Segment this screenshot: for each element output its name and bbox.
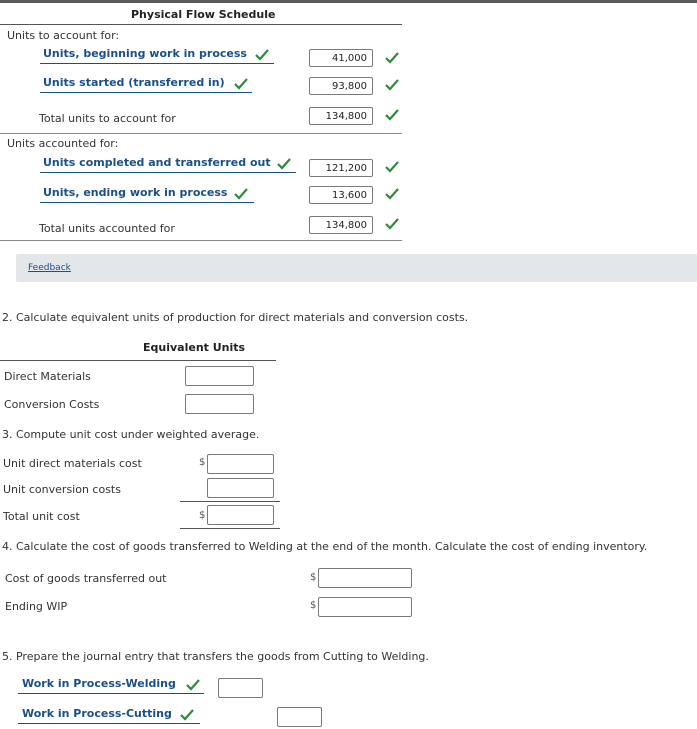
total-accounted-label: Total units accounted for xyxy=(39,222,175,235)
check-icon xyxy=(180,709,194,721)
check-icon xyxy=(385,218,399,230)
cc-label: Conversion Costs xyxy=(4,398,100,411)
total-unit-cost-input[interactable] xyxy=(207,505,274,525)
feedback-bar xyxy=(16,254,697,282)
check-icon xyxy=(277,158,291,170)
cc-equivalent-input[interactable] xyxy=(185,394,254,414)
q2-header-rule xyxy=(0,360,276,361)
dollar-sign: $ xyxy=(310,572,317,583)
q3-prompt: 3. Compute unit cost under weighted average. xyxy=(2,428,260,441)
check-icon xyxy=(186,679,200,691)
debit-amount-input[interactable] xyxy=(218,678,263,698)
dollar-sign: $ xyxy=(199,510,206,521)
credit-underline xyxy=(18,723,200,724)
completed-underline xyxy=(40,172,296,173)
check-icon xyxy=(234,188,248,200)
accounted-heading: Units accounted for: xyxy=(7,137,119,150)
credit-amount-input[interactable] xyxy=(277,707,322,727)
ending-wip-cost-input[interactable] xyxy=(318,597,412,617)
dm-cost-label: Unit direct materials cost xyxy=(3,457,142,470)
top-border xyxy=(0,0,697,3)
total-accounted-value[interactable]: 134,800 xyxy=(309,216,373,234)
q2-prompt: 2. Calculate equivalent units of production for direct materials and conversion costs. xyxy=(2,311,469,324)
total-double-rule xyxy=(180,528,280,529)
cogs-label: Cost of goods transferred out xyxy=(5,572,167,585)
beginning-wip-value[interactable]: 41,000 xyxy=(309,49,373,67)
total-unit-cost-label: Total unit cost xyxy=(3,510,80,523)
total-to-account-value[interactable]: 134,800 xyxy=(309,107,373,125)
ending-wip-underline xyxy=(40,202,254,203)
started-underline xyxy=(40,92,252,93)
q4-prompt: 4. Calculate the cost of goods transferred to Welding at the end of the month. Calculate the cost of ending inventory. xyxy=(2,540,648,553)
check-icon xyxy=(255,49,269,61)
beginning-wip-underline xyxy=(40,63,274,64)
feedback-link[interactable]: Feedback xyxy=(28,263,71,273)
cogs-input[interactable] xyxy=(318,568,412,588)
beginning-wip-label: Units, beginning work in process xyxy=(43,47,247,60)
dm-unit-cost-input[interactable] xyxy=(207,454,274,474)
started-label: Units started (transferred in) xyxy=(43,76,225,89)
total-to-account-label: Total units to account for xyxy=(39,112,176,125)
check-icon xyxy=(385,79,399,91)
dollar-sign: $ xyxy=(199,457,206,468)
q5-prompt: 5. Prepare the journal entry that transfers the goods from Cutting to Welding. xyxy=(2,650,429,663)
completed-value[interactable]: 121,200 xyxy=(309,159,373,177)
check-icon xyxy=(385,109,399,121)
total-rule xyxy=(180,501,280,502)
check-icon xyxy=(385,188,399,200)
completed-label: Units completed and transferred out xyxy=(43,156,271,169)
credit-account-label: Work in Process-Cutting xyxy=(22,707,172,720)
conv-unit-cost-input[interactable] xyxy=(207,478,274,498)
ending-wip-value[interactable]: 13,600 xyxy=(309,186,373,204)
conv-cost-label: Unit conversion costs xyxy=(3,483,121,496)
dollar-sign: $ xyxy=(310,600,317,611)
check-icon xyxy=(385,161,399,173)
check-icon xyxy=(234,78,248,90)
ending-wip-label: Units, ending work in process xyxy=(43,186,228,199)
dm-label: Direct Materials xyxy=(4,370,91,383)
title-rule xyxy=(0,24,402,25)
equivalent-units-header: Equivalent Units xyxy=(143,341,246,354)
section-rule xyxy=(0,240,402,241)
debit-underline xyxy=(18,693,204,694)
dm-equivalent-input[interactable] xyxy=(185,366,254,386)
schedule-title: Physical Flow Schedule xyxy=(131,8,276,21)
ending-wip-cost-label: Ending WIP xyxy=(5,600,68,613)
check-icon xyxy=(385,52,399,64)
debit-account-label: Work in Process-Welding xyxy=(22,677,176,690)
to-account-heading: Units to account for: xyxy=(7,29,120,42)
section-rule xyxy=(0,133,402,134)
started-value[interactable]: 93,800 xyxy=(309,77,373,95)
